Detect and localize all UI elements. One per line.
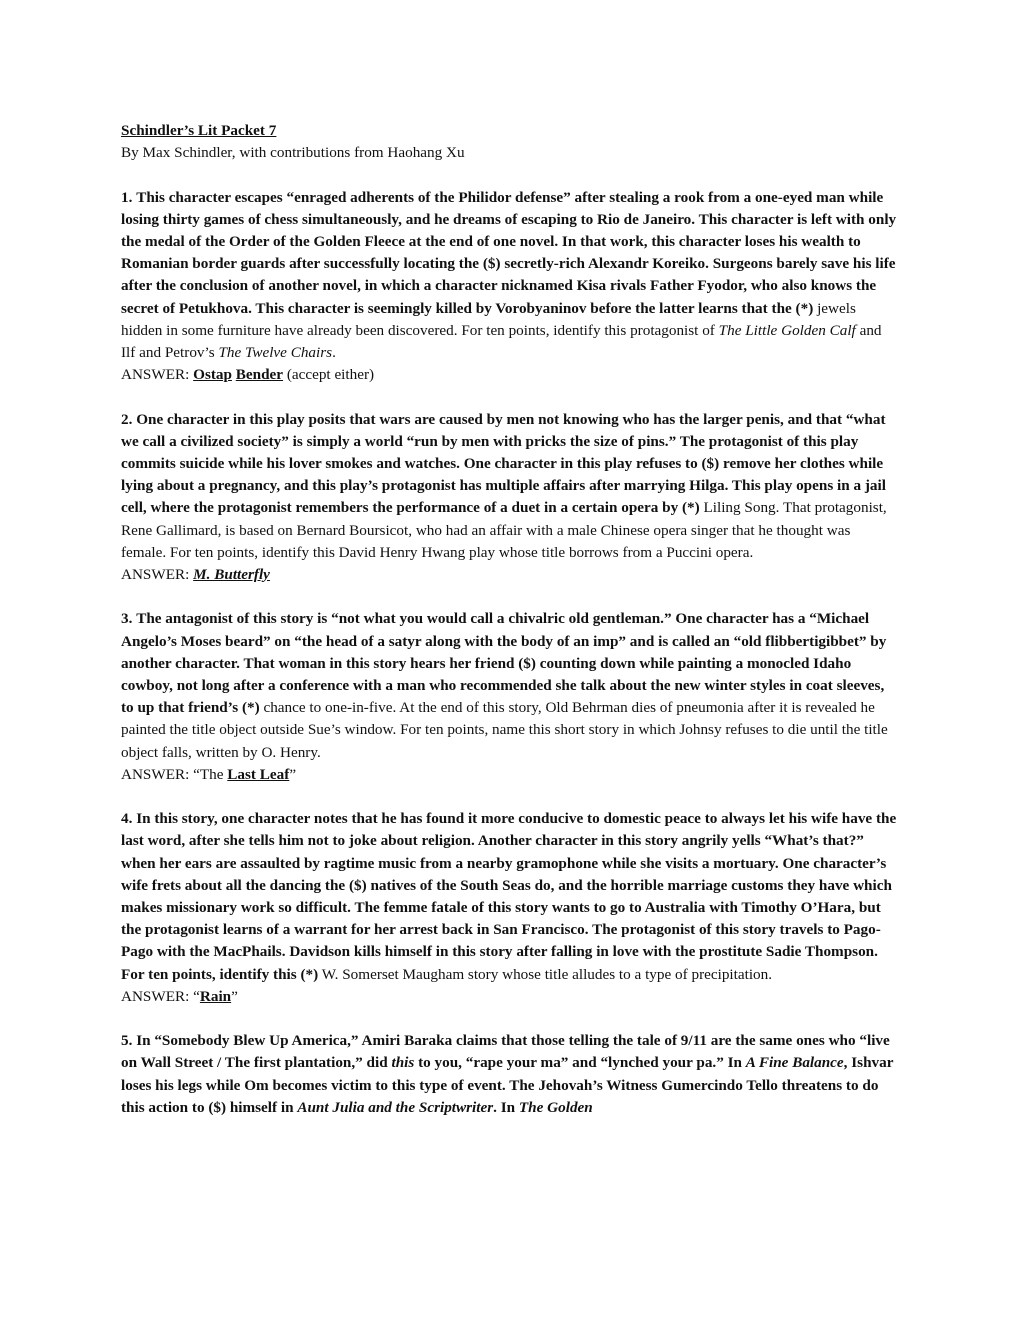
- answer-label: ANSWER:: [121, 566, 194, 584]
- question-plain-text: jewels hidden in some furniture have already been discovered. For ten points, identify this protagonist of: [121, 299, 856, 339]
- question-plain-text: chance to one-in-five. At the end of this story, Old Behrman dies of pneumonia after it is revealed he painted the title object outside Sue’s window. For ten points, name this short story in which Johnsy refuses to die until the title object falls, written by O. Henry.: [121, 699, 888, 761]
- question-plain-text: W. Somerset Maugham story whose title alludes to a type of precipitation.: [318, 965, 773, 983]
- answer-line: [121, 764, 899, 786]
- answer-note: ”: [289, 765, 297, 783]
- answer-note: ”: [231, 987, 238, 1005]
- answer-label: ANSWER: “: [121, 987, 200, 1005]
- question-number: 5.: [121, 1032, 133, 1050]
- question-power-text: This character escapes “enraged adherents of the Philidor defense” after stealing a rook from a one-eyed man while losing thirty games of chess simultaneously, and he dreams of escaping to Rio de Janeiro. This character is left with only the medal of the Order of the Golden Fleece at the end of one novel. In that work, this character loses his wealth to Romanian border guards after successfully locating the ($) secretly-rich Alexandr Koreiko. Surgeons barely save his life after the conclusion of another novel, in which a character nicknamed Kisa rivals Father Fyodor, who also knows the secret of Petukhova. This character is seemingly killed by Vorobyaninov before the latter learns that the (*): [121, 188, 897, 317]
- answer-term: Bender: [235, 366, 284, 384]
- question-power-text: In this story, one character notes that he has found it more conducive to domestic peace to always let his wife have the last word, after she tells him not to joke about religion. Another character in this story angrily yells “What’s that?” when her ears are assaulted by ragtime music from a nearby gramophone while she visits a mortuary. One character’s wife frets about all the dancing the ($) natives of the South Seas do, and the horrible marriage customs they have which makes missionary work so difficult. The femme fatale of this story wants to go to Australia with Timothy O’Hara, but the protagonist learns of a warrant for her arrest back in San Francisco. The protagonist of this story travels to Pago-Pago with the MacPhails. Davidson kills himself in this story after falling in love with the prostitute Sadie Thompson. For ten points, identify this (*): [121, 810, 897, 983]
- title-italic: The Little Golden Calf: [718, 321, 856, 339]
- question-power-text: In “Somebody Blew Up America,” Amiri Baraka claims that those telling the tale of 9/11 are the same ones who “live on Wall Street / The first plantation,” did: [121, 1032, 890, 1072]
- question-power-text: . In: [493, 1098, 519, 1116]
- title-italic: The Golden: [518, 1098, 593, 1116]
- answer-term: Ostap: [193, 366, 232, 384]
- question-power-text: to you, “rape your ma” and “lynched your pa.” In: [414, 1054, 746, 1072]
- answer-line: [121, 564, 899, 586]
- question-2: [121, 409, 899, 587]
- question-power-text: , Ishvar loses his legs while Om becomes victim to this type of event. The Jehovah’s Witness Gumercindo Tello threatens to do this action to ($) himself in: [121, 1054, 894, 1116]
- answer-term: Last Leaf: [227, 765, 290, 783]
- answer-label: ANSWER: “The: [121, 765, 228, 783]
- question-plain-text: .: [332, 344, 336, 362]
- question-number: 3.: [121, 610, 133, 628]
- answer-label: ANSWER:: [121, 366, 194, 384]
- question-number: 1.: [121, 188, 133, 206]
- question-text: [121, 187, 899, 365]
- answer-line: [121, 986, 899, 1008]
- document-page: [121, 120, 899, 1141]
- question-plain-text: and Ilf and Petrov’s: [121, 321, 882, 362]
- packet-title: Schindler’s Lit Packet 7: [121, 122, 277, 139]
- question-1: [121, 187, 899, 387]
- question-text: [121, 608, 899, 763]
- title-italic: The Twelve Chairs: [218, 344, 333, 362]
- answer-note: (accept either): [283, 366, 375, 384]
- title-italic: Aunt Julia and the Scriptwriter: [297, 1098, 494, 1116]
- question-number: 4.: [121, 810, 133, 828]
- question-text: [121, 409, 899, 564]
- question-text: [121, 808, 899, 986]
- answer-term: Rain: [199, 987, 232, 1005]
- question-number: 2.: [121, 410, 133, 428]
- byline: By Max Schindler, with contributions from Haohang Xu: [121, 144, 465, 162]
- question-4: [121, 808, 899, 1008]
- emphasis-italic: this: [391, 1054, 415, 1072]
- question-5: [121, 1030, 899, 1119]
- question-text: [121, 1030, 899, 1119]
- answer-line: [121, 364, 899, 386]
- question-3: [121, 608, 899, 786]
- title-italic: A Fine Balance: [745, 1054, 844, 1072]
- question-power-text: One character in this play posits that wars are caused by men not knowing who has the larger penis, and that “what we call a civilized society” is simply a world “run by men with pricks the size of pins.” The protagonist of this play commits suicide while his lover smokes and watches. One character in this play refuses to ($) remove her clothes while lying about a pregnancy, and this play’s protagonist has multiple affairs after marrying Hilga. This play opens in a jail cell, where the protagonist remembers the performance of a duet in a certain opera by (*): [121, 410, 886, 517]
- answer-term: M. Butterfly: [193, 566, 270, 584]
- question-power-text: The antagonist of this story is “not what you would call a chivalric old gentleman.” One character has a “Michael Angelo’s Moses beard” on “the head of a satyr along with the body of an imp” and is called an “old flibbertigibbet” by another character. That woman in this story hears her friend ($) counting down while painting a monocled Idaho cowboy, not long after a conference with a man who recommended she talk about the new winter styles in coat sleeves, to up that friend’s (*): [121, 610, 887, 717]
- question-plain-text: Liling Song. That protagonist, Rene Gallimard, is based on Bernard Boursicot, who had an affair with a male Chinese opera singer that he thought was female. For ten points, identify this David Henry Hwang play whose title borrows from a Puccini opera.: [121, 499, 887, 561]
